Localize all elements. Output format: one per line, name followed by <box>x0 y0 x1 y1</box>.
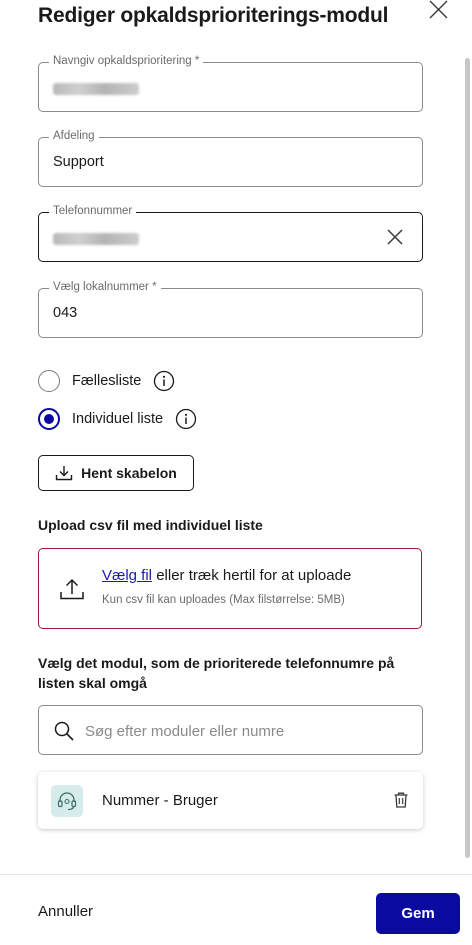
extension-field-value: 043 <box>53 305 78 321</box>
choose-file-link[interactable]: Vælg fil <box>102 567 153 584</box>
selected-module-card <box>38 772 423 829</box>
download-template-button[interactable] <box>38 455 194 491</box>
save-button[interactable]: Gem <box>376 893 460 934</box>
department-field-value: Support <box>53 154 104 170</box>
search-icon <box>53 720 75 742</box>
radio-individual-list-label[interactable]: Individuel liste <box>72 411 164 427</box>
scrollbar[interactable] <box>465 58 470 858</box>
dialog-title: Rediger opkaldsprioriterings-modul <box>38 4 389 27</box>
radio-shared-list <box>38 369 175 393</box>
module-name: Nummer - Bruger <box>102 792 218 809</box>
cancel-button[interactable]: Annuller <box>38 903 94 920</box>
close-icon <box>428 0 448 20</box>
name-field-label: Navngiv opkaldsprioritering * <box>49 55 203 67</box>
upload-hint: Kun csv fil kan uploades (Max filstørrelse: 5MB) <box>102 594 345 606</box>
download-icon <box>55 465 73 481</box>
upload-dropzone[interactable] <box>38 548 422 629</box>
clear-phone-button[interactable] <box>386 228 404 246</box>
module-section-label: Vælg det modul, som de prioriterede telefonnumre på listen skal omgå <box>38 655 395 691</box>
phone-field-label: Telefonnummer <box>49 205 136 217</box>
module-search-input[interactable] <box>85 718 405 744</box>
close-button[interactable] <box>426 0 450 20</box>
radio-individual-list <box>38 407 197 431</box>
upload-section-label: Upload csv fil med individuel liste <box>38 517 263 533</box>
upload-drag-text: eller træk hertil for at uploade <box>152 567 352 584</box>
department-field-label: Afdeling <box>49 130 99 142</box>
clear-icon <box>386 228 404 246</box>
radio-shared-list-button[interactable] <box>38 370 60 392</box>
remove-module-button[interactable] <box>392 791 410 809</box>
upload-icon <box>59 577 85 601</box>
phone-field[interactable] <box>38 205 423 262</box>
name-field[interactable] <box>38 55 423 112</box>
department-field[interactable] <box>38 130 423 187</box>
module-search-box[interactable] <box>38 705 423 755</box>
module-avatar <box>51 785 83 817</box>
headset-icon <box>56 790 78 812</box>
info-icon[interactable] <box>175 408 197 430</box>
radio-shared-list-label[interactable]: Fællesliste <box>72 373 142 389</box>
radio-individual-list-button[interactable] <box>38 408 60 430</box>
download-template-label: Hent skabelon <box>81 465 177 481</box>
footer-divider <box>0 874 472 875</box>
trash-icon <box>392 791 410 809</box>
name-field-redacted-value <box>53 83 139 95</box>
phone-field-redacted-value <box>53 233 139 245</box>
upload-instructions <box>102 567 351 584</box>
extension-field-label: Vælg lokalnummer * <box>49 281 161 293</box>
extension-field[interactable] <box>38 281 423 338</box>
info-icon[interactable] <box>153 370 175 392</box>
